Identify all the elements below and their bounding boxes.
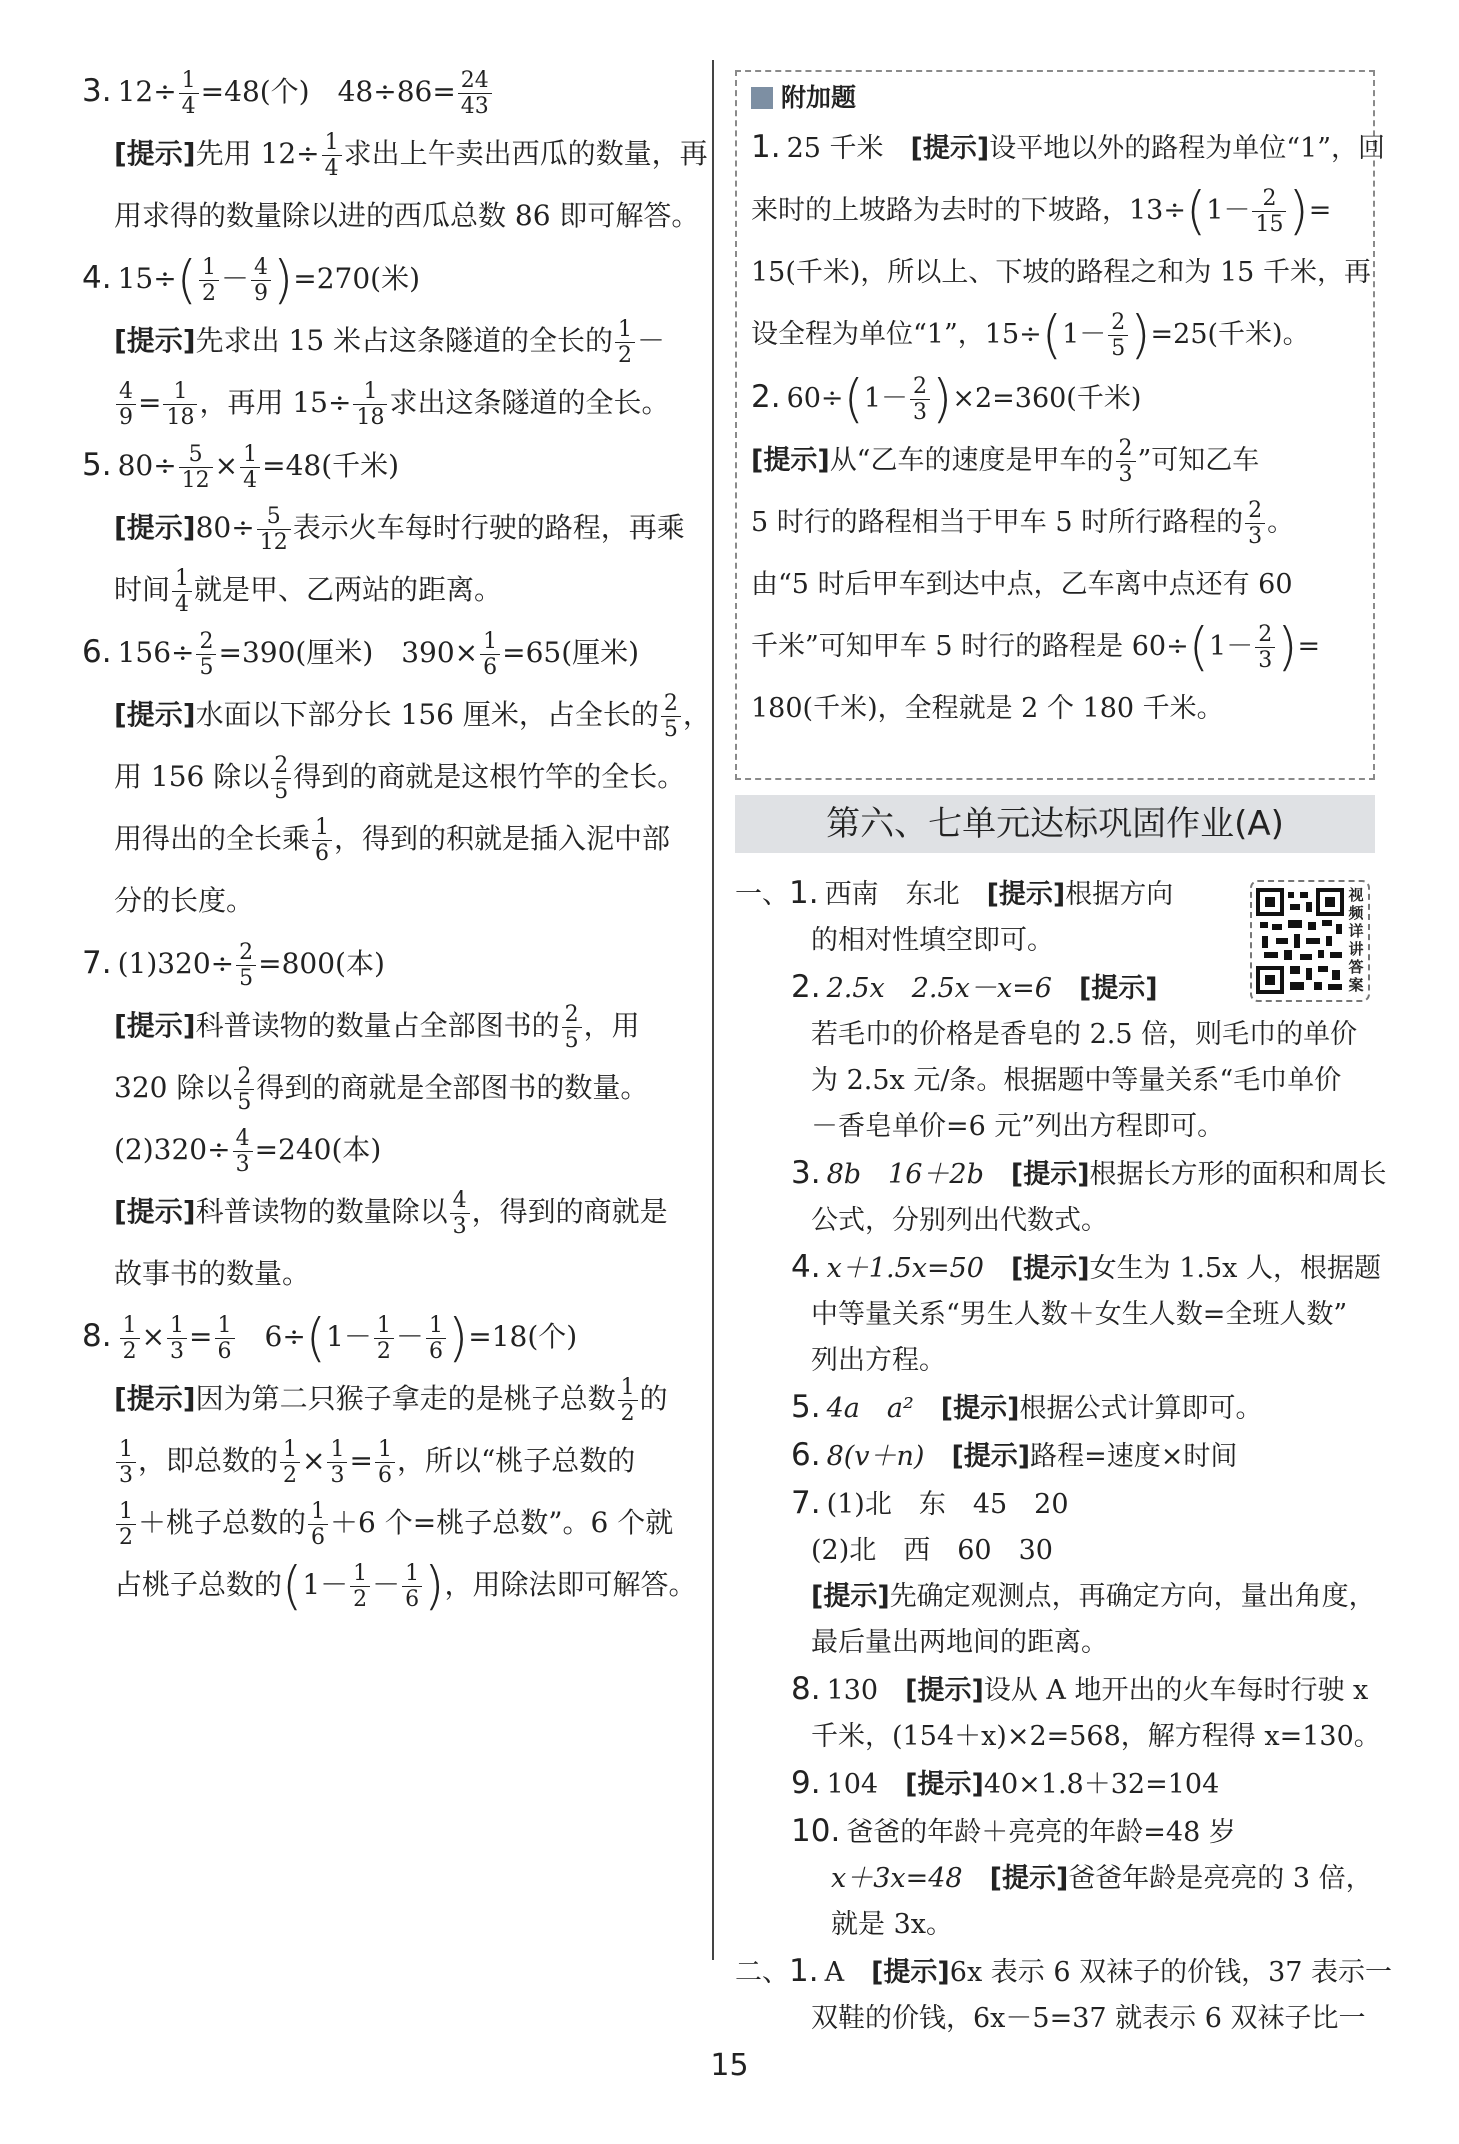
column-divider — [712, 60, 714, 1960]
sect-line: 5. 4a a² [提示]根据公式计算即可。 — [791, 1389, 1263, 1425]
bonus-q2-cont4: 180(千米)，全程就是 2 个 180 千米。 — [751, 693, 1224, 724]
bonus-q1: 1. 25 千米 [提示]设平地以外的路程为单位“1”，回 — [751, 129, 1386, 165]
sect-line: 列出方程。 — [811, 1345, 946, 1376]
section-title: 第六、七单元达标巩固作业(A) — [826, 804, 1284, 844]
fraction: $\frac{1}{4}$ — [179, 68, 199, 119]
q3-hint: [提示]先用 12÷ $\frac{1}{4}$ 求出上午卖出西瓜的数量，再 — [114, 130, 708, 181]
sect-line: x＋3x=48 [提示]爸爸年龄是亮亮的 3 倍， — [831, 1863, 1373, 1894]
sect-line: 千米，(154＋x)×2=568，解方程得 x=130。 — [811, 1721, 1381, 1752]
q5-hint-cont: 时间 $\frac{1}{4}$ 就是甲、乙两站的距离。 — [114, 566, 503, 617]
bonus-q2-cont2: 由“5 时后甲车到达中点，乙车离中点还有 60 — [751, 569, 1293, 600]
sect-line: 为 2.5x 元/条。根据题中等量关系“毛巾单价 — [811, 1065, 1342, 1096]
q4-hint: [提示]先求出 15 米占这条隧道的全长的 $\frac{1}{2}$ － — [114, 317, 666, 368]
qr-label: 视频详讲答案 — [1348, 886, 1364, 994]
sect-line: [提示]先确定观测点，再确定方向，量出角度， — [811, 1581, 1376, 1612]
sect-line: 7. (1)北 东 45 20 — [791, 1485, 1069, 1521]
q6-hint-cont3: 分的长度。 — [114, 884, 255, 917]
sect-line: 若毛巾的价格是香皂的 2.5 倍，则毛巾的单价 — [811, 1019, 1358, 1050]
sect-line: 一、1. 西南 东北 [提示]根据方向 — [735, 875, 1174, 911]
q8-hint-cont2: $\frac{1}{2}$ ＋桃子总数的 $\frac{1}{6}$ ＋6 个=桃子总数”。6 个就 — [82, 1492, 698, 1554]
q5-answer: 5. 80÷ $\frac{5}{12}$ × $\frac{1}{4}$ =48(千米) — [82, 442, 400, 493]
sect-line: 双鞋的价钱，6x－5=37 就表示 6 双袜子比一 — [811, 2003, 1366, 2034]
sect-line: (2)北 西 60 30 — [811, 1535, 1053, 1566]
q5-hint: [提示]80÷ $\frac{5}{12}$ 表示火车每时行驶的路程，再乘 — [114, 504, 685, 555]
bonus-q2-cont3: 千米”可知甲车 5 时行的路程是 60÷(1－ $\frac{2}{3}$ )= — [751, 617, 1321, 678]
sect-line: 二、1. A [提示]6x 表示 6 双袜子的价钱，37 表示一 — [735, 1953, 1393, 1989]
q7-answer-1: 7. (1)320÷ $\frac{2}{5}$ =800(本) — [82, 940, 385, 991]
q7-hint-1-cont: 320 除以 $\frac{2}{5}$ 得到的商就是全部图书的数量。 — [114, 1064, 649, 1115]
sect-line: 8. 130 [提示]设从 A 地开出的火车每时行驶 x — [791, 1671, 1369, 1707]
q7-hint-1: [提示]科普读物的数量占全部图书的 $\frac{2}{5}$ ，用 — [114, 1002, 640, 1053]
q8-hint-cont: $\frac{1}{3}$ ，即总数的 $\frac{1}{2}$ × $\frac{1}{3}$ = $\frac{1}{6}$ ，所以“桃子总数的 — [82, 1430, 698, 1492]
sect-line: 最后量出两地间的距离。 — [811, 1627, 1108, 1658]
sect-line: 3. 8b 16＋2b [提示]根据长方形的面积和周长 — [791, 1155, 1387, 1191]
sect-line: 4. x＋1.5x=50 [提示]女生为 1.5x 人，根据题 — [791, 1249, 1381, 1285]
q7-hint-2: [提示]科普读物的数量除以 $\frac{4}{3}$ ，得到的商就是 — [114, 1188, 668, 1239]
q3-answer: 3. 12÷ $\frac{1}{4}$ =48(个) 48÷86= $\frac{24}{43}$ — [82, 60, 698, 123]
sect-line: 公式，分别列出代数式。 — [811, 1205, 1108, 1236]
sect-line: 6. 8(v＋n) [提示]路程=速度×时间 — [791, 1437, 1238, 1473]
bonus-q2: 2. 60÷(1－ $\frac{2}{3}$ )×2=360(千米) — [751, 369, 1142, 430]
q7-hint-2-cont: 故事书的数量。 — [114, 1257, 311, 1290]
sect-line: 2. 2.5x 2.5x－x=6 [提示] — [791, 969, 1158, 1005]
sect-line: 的相对性填空即可。 — [811, 925, 1054, 956]
bonus-box — [735, 70, 1386, 780]
q4-hint-cont: $\frac{4}{9}$ = $\frac{1}{18}$ ，再用 15÷ $\frac{1}{18}$ 求出这条隧道的全长。 — [82, 372, 698, 434]
bonus-q1-cont3: 设全程为单位“1”，15÷(1－ $\frac{2}{5}$ )=25(千米)。 — [751, 305, 1310, 366]
q6-hint: [提示]水面以下部分长 156 厘米，占全长的 $\frac{2}{5}$ ， — [114, 691, 711, 742]
bonus-q1-cont: 来时的上坡路为去时的下坡路，13÷(1－ $\frac{2}{15}$ )= — [751, 181, 1332, 242]
bonus-q2-cont: 5 时行的路程相当于甲车 5 时所行路程的 $\frac{2}{3}$ 。 — [751, 498, 1295, 549]
sect-line: 中等量关系“男生人数＋女生人数=全班人数” — [811, 1299, 1348, 1330]
q7-answer-2: (2)320÷ $\frac{4}{3}$ =240(本) — [114, 1126, 382, 1177]
q6-answer: 6. 156÷ $\frac{2}{5}$ =390(厘米) 390× $\frac{1}{6}$ =65(厘米) — [82, 629, 640, 680]
left-column — [82, 60, 711, 1617]
square-icon — [751, 87, 773, 109]
section-header — [735, 795, 1375, 853]
q8-hint: [提示]因为第二只猴子拿走的是桃子总数 $\frac{1}{2}$ 的 — [114, 1375, 668, 1426]
sect-line: －香皂单价=6 元”列出方程即可。 — [811, 1111, 1225, 1142]
section-content — [735, 870, 1393, 2042]
q8-hint-cont3: 占桃子总数的(1－ $\frac{1}{2}$ － $\frac{1}{6}$ )，用除法即可解答。 — [114, 1556, 697, 1617]
sect-line: 10. 爸爸的年龄＋亮亮的年龄=48 岁 — [791, 1813, 1236, 1849]
bonus-q1-cont2: 15(千米)，所以上、下坡的路程之和为 15 千米，再 — [751, 257, 1371, 288]
q6-hint-cont2: 用得出的全长乘 $\frac{1}{6}$ ，得到的积就是插入泥中部 — [114, 815, 671, 866]
sect-line: 就是 3x。 — [831, 1909, 953, 1940]
bonus-title: 附加题 — [751, 80, 1359, 116]
q8-answer: 8. $\frac{1}{2}$ × $\frac{1}{3}$ = $\frac{1}{6}$ 6÷(1－ $\frac{1}{2}$ － $\frac{1}{6}$ )=18(个) — [82, 1308, 578, 1369]
q3-hint-cont: 用求得的数量除以进的西瓜总数 86 即可解答。 — [114, 199, 700, 232]
fraction: $\frac{24}{43}$ — [458, 68, 492, 119]
q6-hint-cont: 用 156 除以 $\frac{2}{5}$ 得到的商就是这根竹竿的全长。 — [114, 753, 686, 804]
page-number: 15 — [710, 2048, 749, 2083]
bonus-q2-hint: [提示]从“乙车的速度是甲车的 $\frac{2}{3}$ ”可知乙车 — [751, 436, 1260, 487]
q4-answer: 4. 15÷( $\frac{1}{2}$ － $\frac{4}{9}$ )=270(米) — [82, 250, 421, 311]
sect-line: 9. 104 [提示]40×1.8＋32=104 — [791, 1765, 1220, 1801]
